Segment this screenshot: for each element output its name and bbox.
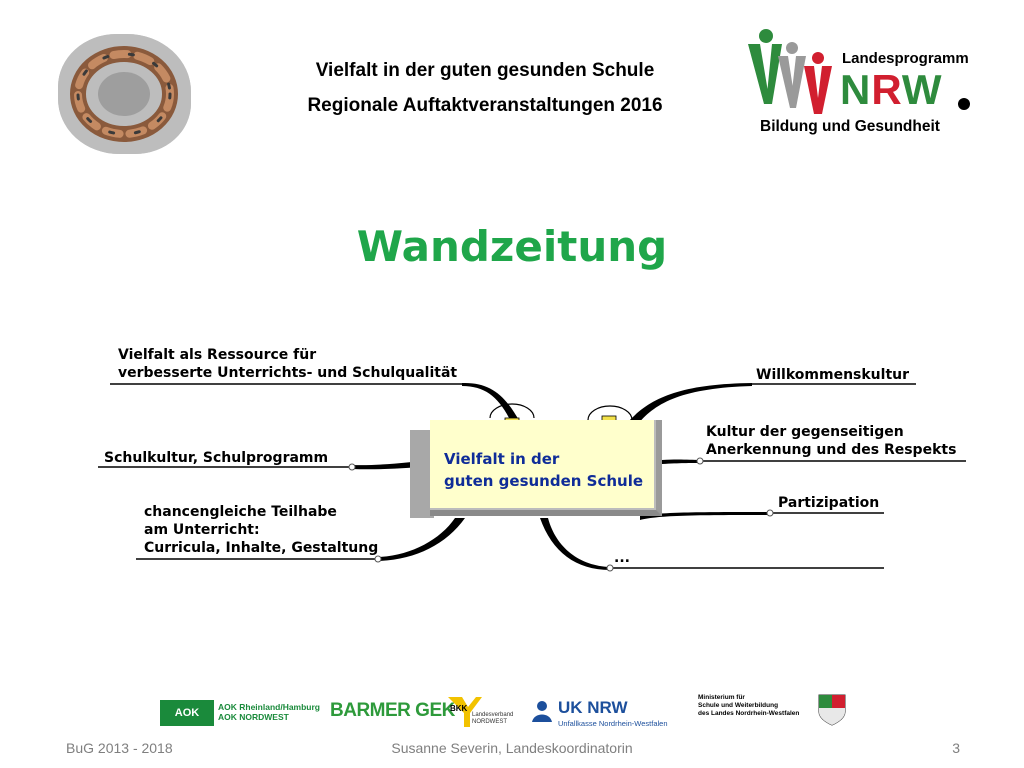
branch-label-left-3-line2: am Unterricht: — [144, 522, 260, 538]
slide-title: Wandzeitung — [356, 222, 668, 271]
branch-label-left-1 — [118, 346, 457, 382]
ministerium-line3: des Landes Nordrhein-Westfalen — [698, 710, 800, 717]
nrw-logo-n: N — [840, 66, 872, 113]
nrw-logo-top-text: Landesprogramm — [842, 50, 969, 67]
branch-label-right-1-line1: Willkommenskultur — [756, 367, 910, 383]
bkk-sub2: NORDWEST — [472, 719, 507, 725]
header-title-line2: Regionale Auftaktveranstaltungen 2016 — [307, 95, 663, 116]
center-box-text — [444, 448, 643, 492]
branch-label-left-3-line1: chancengleiche Teilhabe — [144, 504, 337, 520]
page-number: 3 — [952, 740, 960, 756]
ministerium-text — [698, 694, 799, 718]
sponsor-logos — [158, 690, 858, 730]
nrw-logo-w: W — [901, 66, 943, 113]
branch-label-left-3-line3: Curricula, Inhalte, Gestaltung — [144, 540, 379, 556]
branch-label-right-4 — [614, 549, 630, 567]
branch-label-right-3-line1: Partizipation — [778, 495, 880, 511]
center-line2: guten gesunden Schule — [444, 472, 644, 490]
nrw-logo-bottom-text: Bildung und Gesundheit — [760, 118, 940, 135]
nrw-coat-of-arms — [818, 694, 846, 726]
node-right-4 — [607, 565, 613, 571]
branch-bottom — [540, 518, 610, 570]
center-line1: Vielfalt in der — [444, 450, 560, 468]
branch-label-right-2-line1: Kultur der gegenseitigen — [706, 424, 904, 440]
barmer-gek-logo: BARMER GEK — [330, 700, 455, 721]
aok-logo-box: AOK — [160, 700, 214, 726]
node-left-2 — [349, 464, 355, 470]
aok-logo-text — [218, 702, 320, 722]
branch-label-right-2 — [706, 423, 956, 459]
header-title-line1: Vielfalt in der guten gesunden Schule — [315, 60, 655, 81]
uk-nrw-sub: Unfallkasse Nordrhein-Westfalen — [558, 719, 668, 728]
ministerium-line1: Ministerium für — [698, 694, 745, 701]
bkk-label: BKK — [450, 704, 468, 713]
ministerium-line2: Schule und Weiterbildung — [698, 702, 779, 709]
branch-label-right-2-line2: Anerkennung und des Respekts — [706, 442, 957, 458]
branch-label-left-2 — [104, 449, 328, 467]
branch-label-left-3 — [144, 503, 378, 557]
branch-right-2 — [662, 460, 700, 464]
branch-label-left-1-line2: verbesserte Unterrichts- und Schulqualität — [118, 365, 458, 381]
branch-label-right-4-line1: ... — [614, 550, 630, 566]
bkk-sub1: Landesverband — [472, 712, 514, 718]
uk-nrw-person-icon — [530, 700, 554, 724]
node-right-2 — [697, 458, 703, 464]
branch-label-right-3 — [778, 494, 879, 512]
branch-label-left-1-line1: Vielfalt als Ressource für — [118, 347, 317, 363]
aok-line2: AOK NORDWEST — [218, 712, 289, 722]
bkk-sub — [472, 712, 513, 726]
branch-right-1 — [628, 383, 752, 424]
branch-label-right-1 — [756, 366, 909, 384]
uk-nrw-logo-mark — [530, 700, 554, 724]
footer-center-text: Susanne Severin, Landeskoordinatorin — [391, 740, 633, 756]
footer-left-text: BuG 2013 - 2018 — [66, 740, 173, 756]
node-right-3 — [767, 510, 773, 516]
uk-nrw-title: UK NRW — [558, 698, 628, 717]
nrw-logo-r: R — [871, 66, 902, 113]
nrw-coat-of-arms-icon — [818, 694, 846, 726]
branch-left-3 — [378, 518, 465, 561]
branch-label-left-2-line1: Schulkultur, Schulprogramm — [104, 450, 329, 466]
aok-line1: AOK Rheinland/Hamburg — [218, 702, 321, 712]
